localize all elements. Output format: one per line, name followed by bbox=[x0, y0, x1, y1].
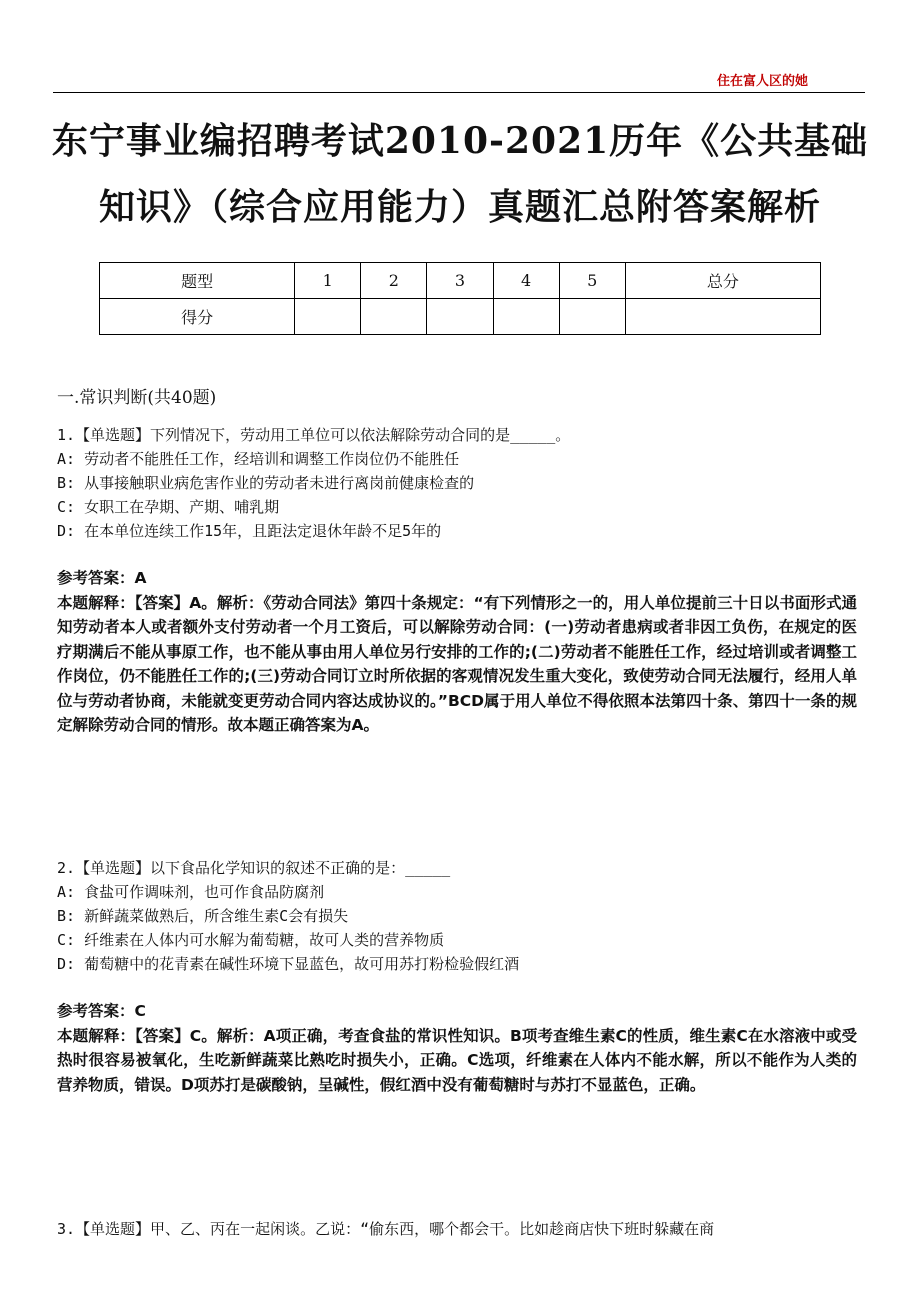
reference-answer: 参考答案：C bbox=[57, 1002, 146, 1020]
question-1 bbox=[57, 423, 857, 543]
question-stem: 2.【单选题】以下食品化学知识的叙述不正确的是：_____ bbox=[57, 859, 451, 877]
score-table-empty-cell[interactable] bbox=[295, 299, 361, 335]
answer-block-1 bbox=[57, 566, 857, 738]
section-title: 一.常识判断(共40题) bbox=[57, 388, 217, 408]
answer-block-2 bbox=[57, 999, 857, 1097]
question-stem: 3.【单选题】甲、乙、丙在一起闲谈。乙说：“偷东西，哪个都会干。比如趁商店快下班时躲藏在商 bbox=[57, 1220, 715, 1238]
document-title: 东宁事业编招聘考试2010-2021历年《公共基础知识》（综合应用能力）真题汇总附答案解析 bbox=[51, 120, 869, 228]
score-table-empty-cell[interactable] bbox=[559, 299, 625, 335]
score-table-header-cell: 1 bbox=[295, 263, 361, 299]
question-option: B: 从事接触职业病危害作业的劳动者未进行离岗前健康检查的 bbox=[57, 474, 475, 492]
question-3 bbox=[57, 1217, 857, 1241]
question-option: A: 劳动者不能胜任工作，经培训和调整工作岗位仍不能胜任 bbox=[57, 450, 460, 468]
score-table-header-cell: 总分 bbox=[625, 263, 820, 299]
score-table-empty-cell[interactable] bbox=[361, 299, 427, 335]
score-table-empty-cell[interactable] bbox=[625, 299, 820, 335]
score-table-score-row bbox=[100, 299, 821, 335]
question-stem: 1.【单选题】下列情况下，劳动用工单位可以依法解除劳动合同的是_____。 bbox=[57, 426, 571, 444]
question-option: B: 新鲜蔬菜做熟后，所含维生素C会有损失 bbox=[57, 907, 349, 925]
question-option: D: 葡萄糖中的花青素在碱性环境下显蓝色，故可用苏打粉检验假红酒 bbox=[57, 955, 520, 973]
score-table bbox=[99, 262, 821, 335]
score-table-header-cell: 4 bbox=[493, 263, 559, 299]
score-table-header-cell: 2 bbox=[361, 263, 427, 299]
score-table-empty-cell[interactable] bbox=[493, 299, 559, 335]
question-option: C: 纤维素在人体内可水解为葡萄糖，故可人类的营养物质 bbox=[57, 931, 445, 949]
header-divider bbox=[53, 92, 865, 93]
score-table-header-row bbox=[100, 263, 821, 299]
reference-answer: 参考答案：A bbox=[57, 569, 147, 587]
header-tag: 住在富人区的她 bbox=[716, 74, 808, 89]
score-table-header-cell: 题型 bbox=[100, 263, 295, 299]
score-table-row-label: 得分 bbox=[100, 299, 295, 335]
question-option: D: 在本单位连续工作15年，且距法定退休年龄不足5年的 bbox=[57, 522, 442, 540]
answer-explanation: 本题解释：【答案】C。解析：A项正确，考查食盐的常识性知识。B项考查维生素C的性质，维生素C在水溶液中或受热时很容易被氧化，生吃新鲜蔬菜比熟吃时损失小，正确。C选项，纤维素在人体内不能水解，所以不能作为人类的营养物质，错误。D项苏打是碳酸钠，呈碱性，假红酒中没有葡萄糖时与苏打不显蓝色，正确。 bbox=[57, 1026, 857, 1094]
score-table-empty-cell[interactable] bbox=[427, 299, 493, 335]
score-table-header-cell: 5 bbox=[559, 263, 625, 299]
question-option: C: 女职工在孕期、产期、哺乳期 bbox=[57, 498, 280, 516]
score-table-header-cell: 3 bbox=[427, 263, 493, 299]
question-option: A: 食盐可作调味剂，也可作食品防腐剂 bbox=[57, 883, 325, 901]
answer-explanation: 本题解释：【答案】A。解析：《劳动合同法》第四十条规定：“有下列情形之一的，用人单位提前三十日以书面形式通知劳动者本人或者额外支付劳动者一个月工资后，可以解除劳动合同：(一)劳动者患病或者非因工负伤，在规定的医疗期满后不能从事原工作，也不能从事由用人单位另行安排的工作的;(二)劳动者不能胜任工作，经过培训或者调整工作岗位，仍不能胜任工作的;(三)劳动合同订立时所依据的客观情况发生重大变化，致使劳动合同无法履行，经用人单位与劳动者协商，未能就变更劳动合同内容达成协议的。”BCD属于用人单位不得依照本法第四十条、第四十一条的规定解除劳动合同的情形。故本题正确答案为A。 bbox=[57, 593, 857, 734]
question-2 bbox=[57, 856, 857, 976]
